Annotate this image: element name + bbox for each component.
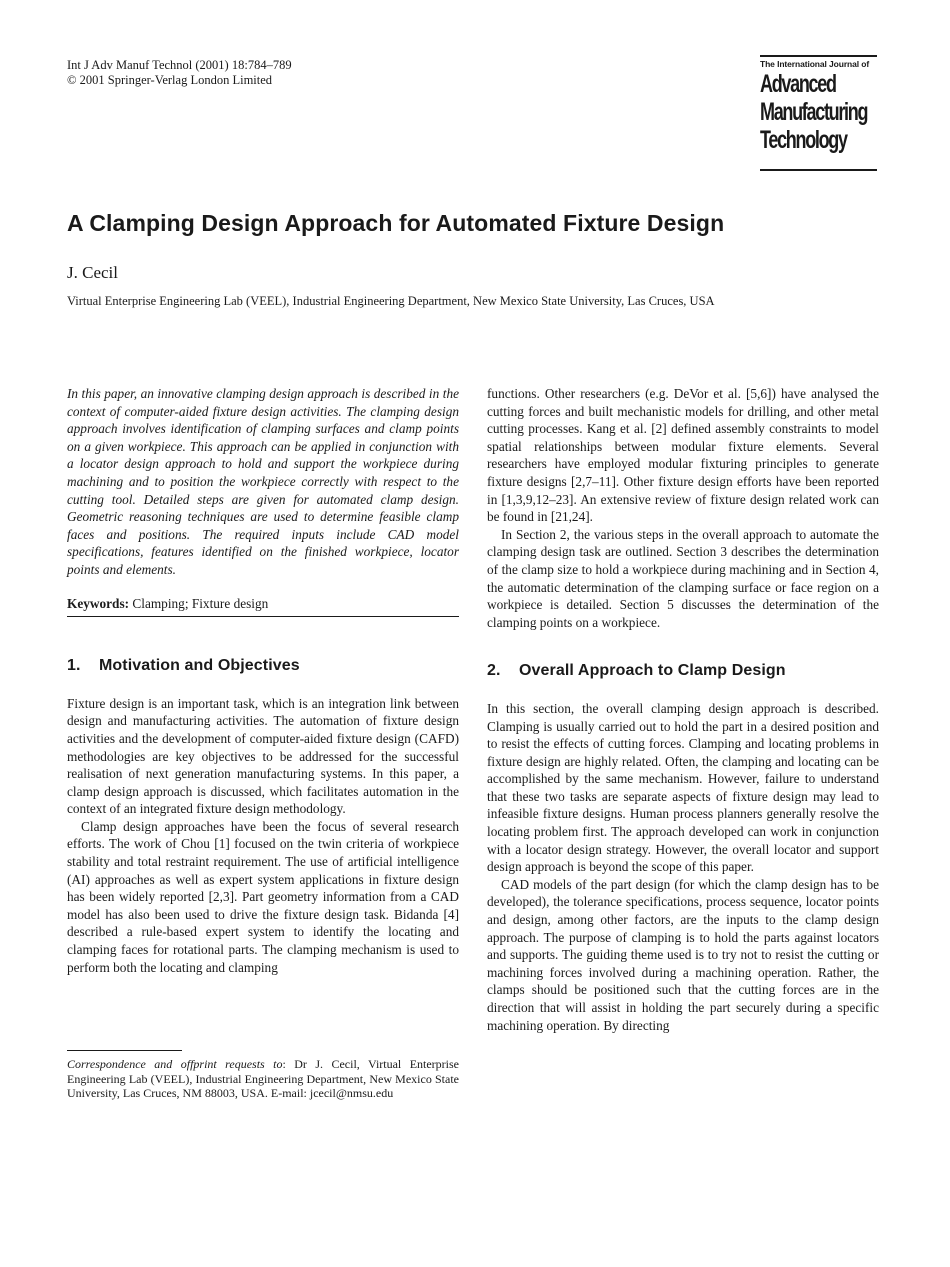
footnote-rule <box>67 1050 182 1051</box>
author-affiliation: Virtual Enterprise Engineering Lab (VEEL), Industrial Engineering Department, New Mexico State University, Las Cruces, USA <box>67 294 715 308</box>
footnote <box>67 1050 459 1101</box>
citation-header <box>67 58 427 88</box>
section-title: Motivation and Objectives <box>99 657 300 675</box>
left-column <box>67 385 459 976</box>
journal-logo-small-text: The International Journal of <box>760 59 870 69</box>
section-2-heading <box>487 662 879 680</box>
footnote-text: : Dr J. Cecil, Virtual Enterprise Engineering Lab (VEEL), Industrial Engineering Department, New Mexico State University, Las Cruces, NM 88003, USA. E-mail: jcecil@nmsu.edu <box>67 1057 460 1100</box>
section-number: 2. <box>487 662 501 680</box>
abstract: In this paper, an innovative clamping design approach is described in the context of computer-aided fixture design activities. The clamping design approach involves identification of clamping surfaces and clamp points on a given workpiece. This approach can be applied in conjunction with a locator design approach to hold and support the workpiece during machining and to position the workpiece correctly with respect to the cutting tool. Detailed steps are given for automated clamp design. Geometric reasoning techniques are used to determine feasible clamp faces and positions. The required inputs include CAD model specifications, features identified on the finished workpiece, locator points and elements. <box>67 386 459 577</box>
logo-top-rule <box>760 55 877 57</box>
paper-title: A Clamping Design Approach for Automated Fixture Design <box>67 210 725 236</box>
paragraph: In this section, the overall clamping design approach is described. Clamping is usually carried out to hold the part in a desired position and to resist the effects of cutting forces. Clamping and locating problems in fixture design are highly related. Often, the clamping and locating can be accomplished by the same mechanism. However, failure to understand that these two tasks are separate aspects of fixture design may lead to infeasible fixture designs. Human process planners generally resolve the locating problem first. The approach developed can work in conjunction with a locator design strategy. However, the overall locator and support design approach is beyond the scope of this paper. <box>487 700 879 875</box>
author-name: J. Cecil <box>67 263 118 282</box>
citation-line: Int J Adv Manuf Technol (2001) 18:784–789 <box>67 58 292 72</box>
paragraph: CAD models of the part design (for which the clamp design has to be developed), the tolerance specifications, process sequence, locator points and design, among other factors, are the inputs to the clamp design approach. The purpose of clamping is to hold the parts against locators and supports. The guiding theme used is to try not to resist the cutting or machining forces involved during a machining operation. Rather, the clamps should be positioned such that the cutting forces are in the direction that will assist in holding the part securely during a specific machining operation. By directing <box>487 876 879 1033</box>
section-1-heading <box>67 657 459 675</box>
journal-logo <box>760 55 877 171</box>
keywords <box>67 595 459 618</box>
logo-bottom-rule <box>760 169 877 171</box>
paragraph: In Section 2, the various steps in the overall approach to automate the clamping design task are outlined. Section 3 describes the determination of the clamp size to hold a workpiece during machining and in Section 4, the automatic determination of the clamping surface or face region on a workpiece is detailed. Section 5 discusses the determination of the clamping points on a workpiece. <box>487 526 879 630</box>
right-column <box>487 385 879 1034</box>
journal-logo-wordmark <box>760 70 877 167</box>
paragraph-continued: functions. Other researchers (e.g. DeVor et al. [5,6]) have analysed the cutting forces and built mechanistic models for drilling, and other metal cutting processes. Kang et al. [2] defined assembly constraints to model spatial relationships between modular fixture elements. Several researchers have employed modular fixturing principles to generate fixture designs [2,7–11]. Other fixture design efforts have been reported in [1,3,9,12–23]. An extensive review of fixture design related work can be found in [21,24]. <box>487 386 879 525</box>
paragraph: Clamp design approaches have been the focus of several research efforts. The work of Chou [1] focused on the twin criteria of workpiece stability and total restraint requirement. The use of artificial intelligence (AI) approaches as well as expert system applications in fixture design has been widely reported [2,3]. Part geometry information from a CAD model has also been used to drive the fixture design task. Bidanda [4] described a rule-based expert system to identify the locating and clamping faces for rotational parts. The clamping mechanism is used to perform both the locating and clamping <box>67 818 459 975</box>
copyright-line: © 2001 Springer-Verlag London Limited <box>67 73 273 87</box>
keywords-label: Keywords: <box>67 595 130 611</box>
section-number: 1. <box>67 657 81 675</box>
section-title: Overall Approach to Clamp Design <box>519 662 786 680</box>
footnote-label: Correspondence and offprint requests to <box>67 1057 283 1071</box>
journal-logo-line: Manufacturing <box>760 98 868 126</box>
journal-logo-line: Advanced <box>760 70 836 98</box>
journal-logo-line: Technology <box>760 126 847 154</box>
paragraph: Fixture design is an important task, which is an integration link between design and manufacturing activities. The automation of fixture design activities and the development of computer-aided fixture design (CAFD) methodologies are key objectives to be addressed for the successful realisation of next generation manufacturing systems. In this paper, a clamp design approach is discussed, which facilitates automation in the context of an integrated fixture design methodology. <box>67 695 459 817</box>
keywords-value: Clamping; Fixture design <box>132 595 269 611</box>
